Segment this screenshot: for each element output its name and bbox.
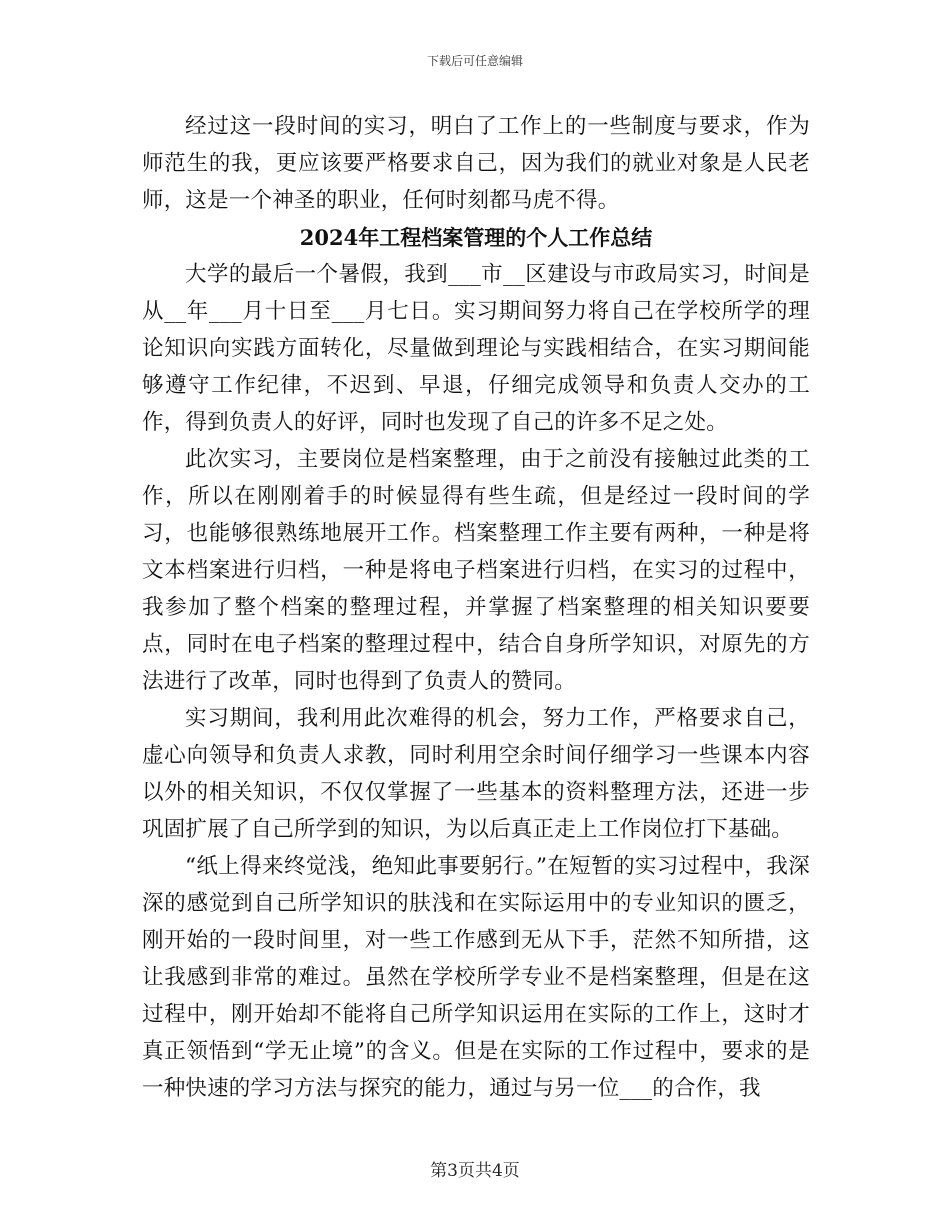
section-title: 2024年工程档案管理的个人工作总结 — [299, 225, 653, 250]
page-header-note: 下载后可任意编辑 — [426, 54, 523, 68]
body-paragraph-4: “纸上得来终觉浅，绝知此事要躬行。”在短暂的实习过程中，我深深的感觉到自己所学知识的肤浅和在实际运用中的专业知识的匮乏，刚开始的一段时间里，对一些工作感到无从下手，茫然不知所措，这让我感到非常的难过。虽然在学校所学专业不是档案整理，但是在这过程中，刚开始却不能将自己所学知识运用在实际的工作上，这时才真正领悟到“学无止境”的含义。但是在实际的工作过程中，要求的是一种快速的学习方法与探究的能力，通过与另一位___的合作，我 — [142, 854, 810, 1101]
page-number: 第3页共4页 — [430, 1161, 520, 1181]
document-body — [142, 108, 810, 1107]
intro-paragraph: 经过这一段时间的实习，明白了工作上的一些制度与要求，作为师范生的我，更应该要严格要求自己，因为我们的就业对象是人民老师，这是一个神圣的职业，任何时刻都马虎不得。 — [142, 114, 810, 213]
body-paragraph-1: 大学的最后一个暑假，我到___市__区建设与市政局实习，时间是从__年___月十日至___月七日。实习期间努力将自己在学校所学的理论知识向实践方面转化，尽量做到理论与实践相结合，在实习期间能够遵守工作纪律，不迟到、早退，仔细完成领导和负责人交办的工作，得到负责人的好评，同时也发现了自己的许多不足之处。 — [142, 262, 810, 435]
body-paragraph-3: 实习期间，我利用此次难得的机会，努力工作，严格要求自己，虚心向领导和负责人求教，同时利用空余时间仔细学习一些课本内容以外的相关知识，不仅仅掌握了一些基本的资料整理方法，还进一步巩固扩展了自己所学到的知识，为以后真正走上工作岗位打下基础。 — [142, 706, 810, 842]
body-paragraph-2: 此次实习，主要岗位是档案整理，由于之前没有接触过此类的工作，所以在刚刚着手的时候显得有些生疏，但是经过一段时间的学习，也能够很熟练地展开工作。档案整理工作主要有两种，一种是将文本档案进行归档，一种是将电子档案进行归档，在实习的过程中，我参加了整个档案的整理过程，并掌握了档案整理的相关知识要要点，同时在电子档案的整理过程中，结合自身所学知识，对原先的方法进行了改革，同时也得到了负责人的赞同。 — [142, 447, 810, 694]
